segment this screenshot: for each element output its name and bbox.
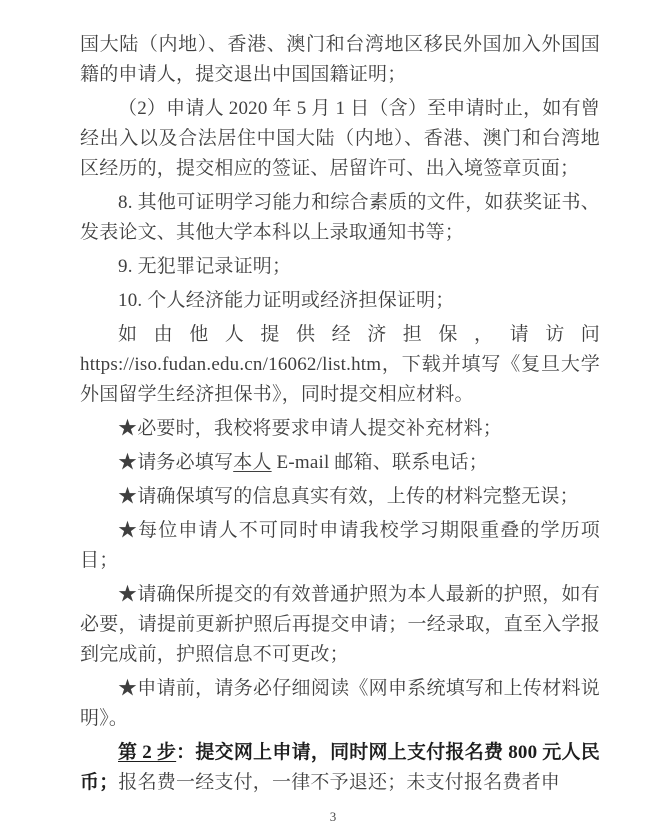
paragraph-text: ★每位申请人不可同时申请我校学习期限重叠的学历项目； — [80, 520, 600, 571]
url-text: https://iso.fudan.edu.cn/16062/list.htm — [80, 354, 382, 375]
paragraph-step-2 — [80, 738, 600, 798]
paragraph-text: ，下载并填写《复旦大学外国留学生经济担保书》，同时提交相应材料。 — [80, 354, 600, 405]
paragraph-guarantee — [80, 320, 600, 410]
paragraph-text: E-mail 邮箱、联系电话； — [271, 452, 489, 473]
paragraph-text: （2）申请人 2020 年 5 月 1 日（含）至申请时止，如有曾经出入以及合法居住中国大陆（内地）、香港、澳门和台湾地区经历的，提交相应的签证、居留许可、出入境签章页面； — [80, 98, 600, 179]
paragraph-text: ★请确保所提交的有效普通护照为本人最新的护照，如有必要，请提前更新护照后再提交申请；一经录取，直至入学报到完成前，护照信息不可更改； — [80, 584, 600, 665]
paragraph-text: 8. 其他可证明学习能力和综合素质的文件，如获奖证书、发表论文、其他大学本科以上录取通知书等； — [80, 192, 600, 243]
paragraph-star-passport — [80, 580, 600, 670]
paragraph-text: 如由他人提供经济担保，请访问 — [118, 324, 600, 345]
step-2-label: 第 2 步 — [118, 742, 177, 763]
paragraph-continuation — [80, 30, 600, 90]
paragraph-star-read-notes — [80, 674, 600, 734]
underlined-text: 本人 — [233, 452, 272, 473]
paragraph-text: 报名费一经支付，一律不予退还；未支付报名费者申 — [118, 772, 561, 793]
paragraph-star-email — [80, 448, 600, 478]
paragraph-item-10 — [80, 286, 600, 316]
page-number: 3 — [329, 809, 337, 824]
paragraph-text: 10. 个人经济能力证明或经济担保证明； — [118, 290, 455, 311]
paragraph-star-valid-info — [80, 482, 600, 512]
paragraph-text: ★请务必填写 — [118, 452, 234, 473]
paragraph-star-overlap — [80, 516, 600, 576]
paragraph-star-supplement — [80, 414, 600, 444]
paragraph-text: ★请确保填写的信息真实有效，上传的材料完整无误； — [118, 486, 579, 507]
paragraph-item-9 — [80, 252, 600, 282]
paragraph-item-8 — [80, 188, 600, 248]
paragraph-text: ★申请前，请务必仔细阅读《网申系统填写和上传材料说明》。 — [80, 678, 600, 729]
paragraph-text: ★必要时，我校将要求申请人提交补充材料； — [118, 418, 503, 439]
paragraph-item-2 — [80, 94, 600, 184]
step-2-bold-text: ：提交网上申请，同时网上支付报名费 800 元人民币； — [80, 742, 600, 793]
document-content — [80, 30, 600, 802]
paragraph-text: 9. 无犯罪记录证明； — [118, 256, 292, 277]
paragraph-text: 国大陆（内地）、香港、澳门和台湾地区移民外国加入外国国籍的申请人，提交退出中国国籍证明； — [80, 34, 600, 85]
